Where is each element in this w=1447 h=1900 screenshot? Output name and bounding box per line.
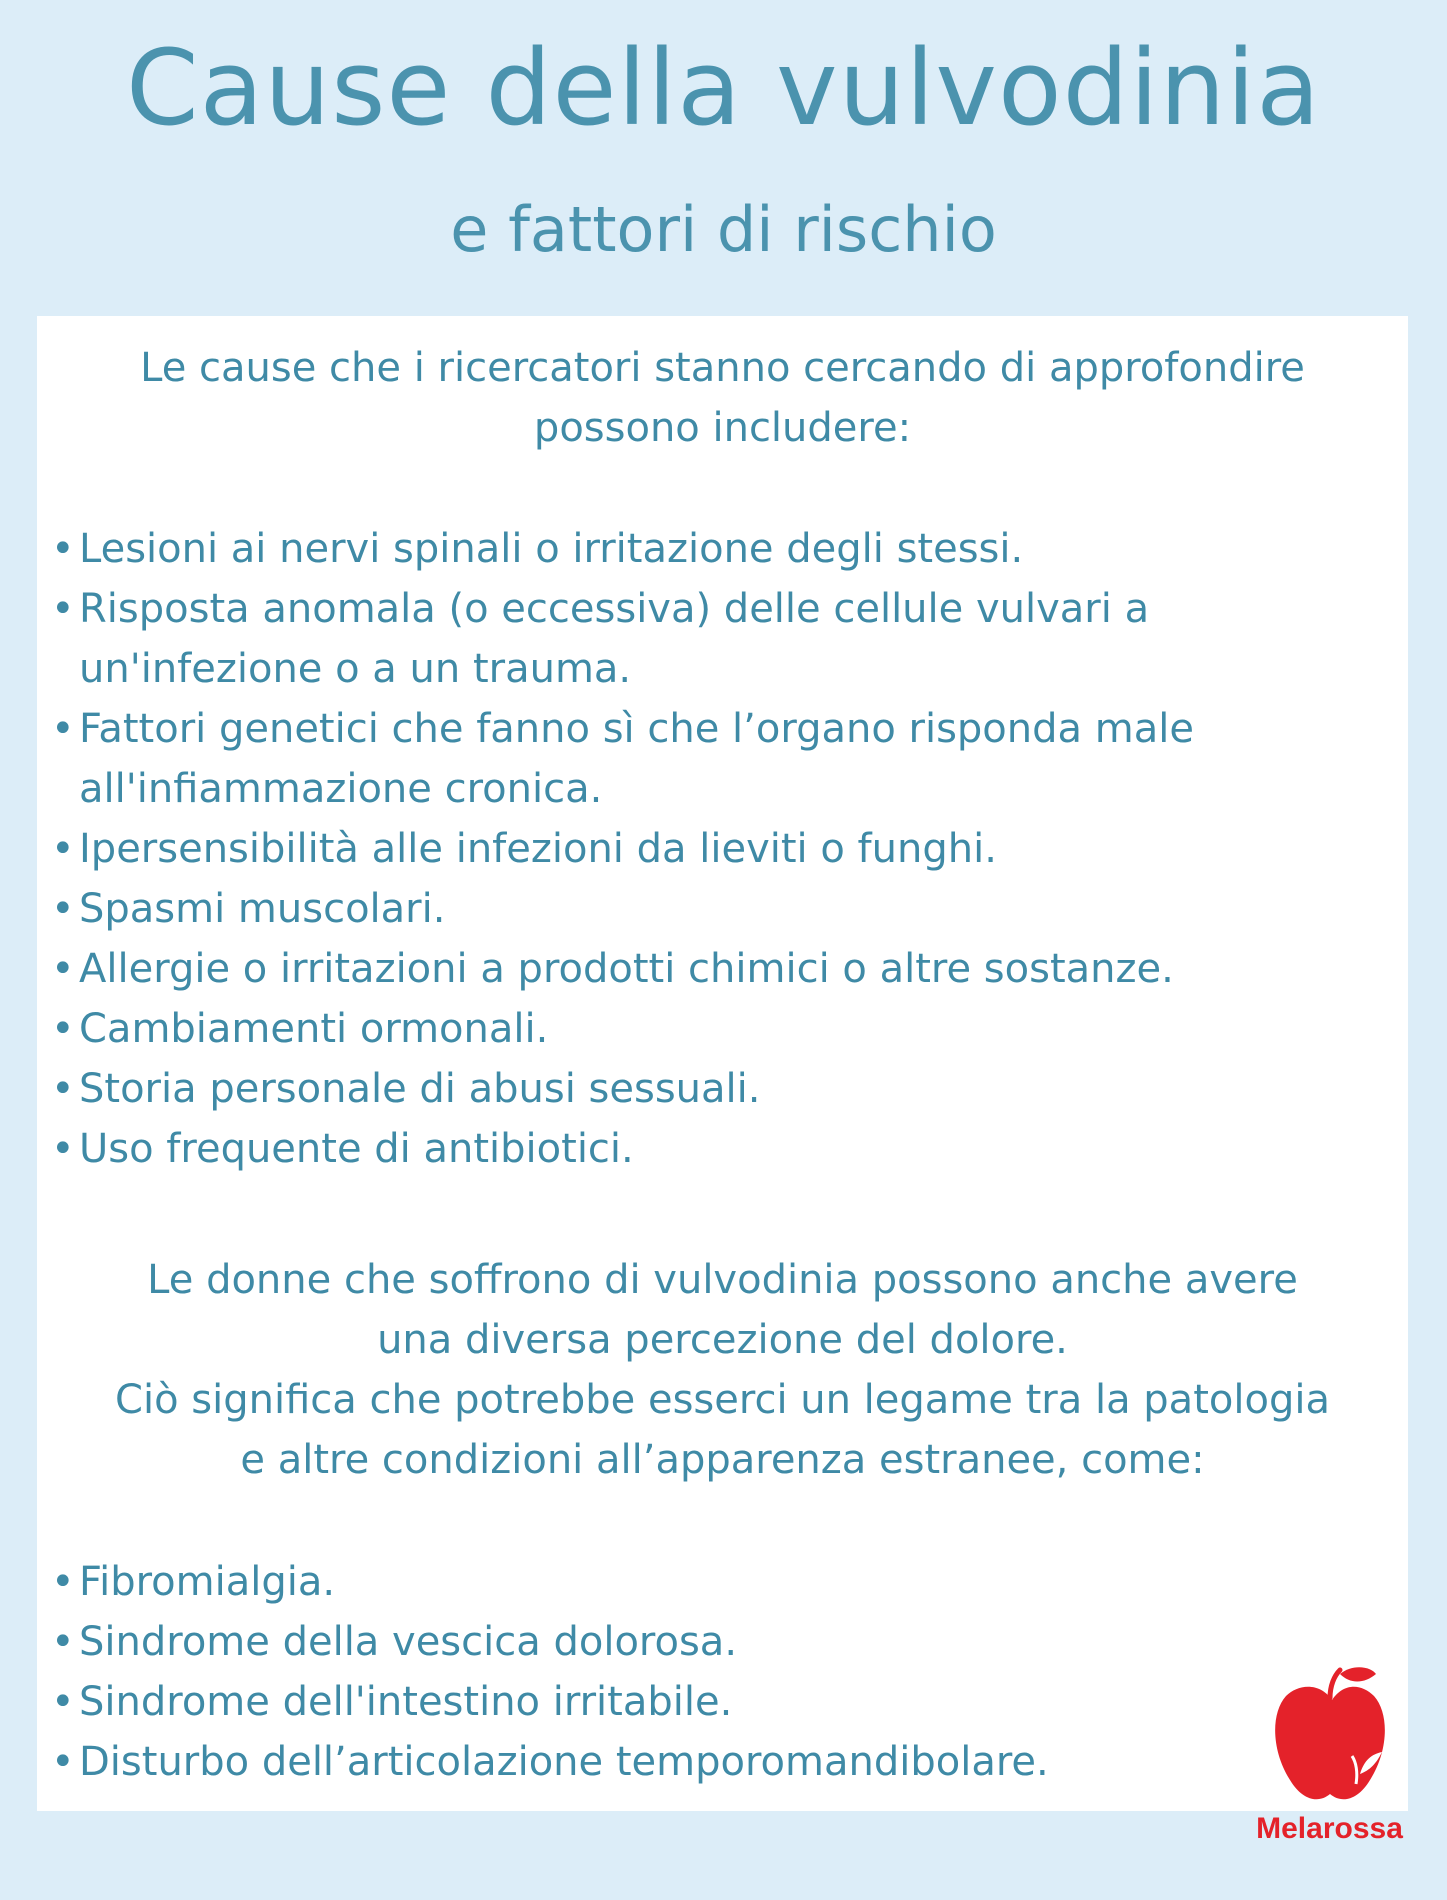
- list-item: • Fattori genetici che fanno sì che l’organo risponda male all'infiammazione cronica.: [51, 699, 1391, 819]
- list-item: • Disturbo dell’articolazione temporomandibolare.: [51, 1732, 1391, 1792]
- list-item: • Allergie o irritazioni a prodotti chimici o altre sostanze.: [51, 939, 1391, 999]
- content-card: [37, 316, 1408, 1811]
- bullet: •: [51, 1559, 75, 1605]
- page-subtitle: e fattori di rischio: [450, 193, 997, 266]
- conditions-list: [51, 1552, 1391, 1792]
- causes-list: [51, 519, 1391, 1179]
- bullet: •: [51, 1066, 75, 1112]
- list-item: • Lesioni ai nervi spinali o irritazione degli stessi.: [51, 519, 1391, 579]
- bullet: •: [51, 1006, 75, 1052]
- para-line-3: Ciò significa che potrebbe esserci un legame tra la patologia: [115, 1377, 1330, 1423]
- para-line-2: una diversa percezione del dolore.: [377, 1317, 1068, 1363]
- melarossa-logo: [1242, 1662, 1417, 1882]
- list-item: • Risposta anomala (o eccessiva) delle cellule vulvari a un'infezione o a un trauma.: [51, 579, 1391, 699]
- intro-line-2: possono includere:: [533, 405, 912, 451]
- list-item: • Storia personale di abusi sessuali.: [51, 1059, 1391, 1119]
- list-item: • Sindrome dell'intestino irritabile.: [51, 1672, 1391, 1732]
- bullet: •: [51, 886, 75, 932]
- bullet: •: [51, 946, 75, 992]
- page-title: Cause della vulvodinia: [125, 27, 1322, 149]
- list-item: • Ipersensibilità alle infezioni da lieviti o funghi.: [51, 819, 1391, 879]
- para-line-1: Le donne che soffrono di vulvodinia possono anche avere: [147, 1257, 1298, 1303]
- explanation-paragraph: [37, 1250, 1408, 1490]
- list-item: • Spasmi muscolari.: [51, 879, 1391, 939]
- bullet: •: [51, 1619, 75, 1665]
- bullet: •: [51, 526, 75, 572]
- list-item: • Uso frequente di antibiotici.: [51, 1119, 1391, 1179]
- list-item: • Cambiamenti ormonali.: [51, 999, 1391, 1059]
- bullet: •: [51, 1679, 75, 1725]
- intro-paragraph: [37, 338, 1408, 458]
- bullet: •: [51, 826, 75, 872]
- para-line-4: e altre condizioni all’apparenza estranee, come:: [240, 1437, 1205, 1483]
- bullet: •: [51, 1739, 75, 1785]
- bullet: •: [51, 586, 75, 632]
- apple-icon: [1260, 1662, 1400, 1812]
- bullet: •: [51, 1126, 75, 1172]
- bullet: •: [51, 706, 75, 752]
- brand-name: Melarossa: [1256, 1812, 1403, 1845]
- list-item: • Fibromialgia.: [51, 1552, 1391, 1612]
- list-item: • Sindrome della vescica dolorosa.: [51, 1612, 1391, 1672]
- intro-line-1: Le cause che i ricercatori stanno cercando di approfondire: [140, 345, 1305, 391]
